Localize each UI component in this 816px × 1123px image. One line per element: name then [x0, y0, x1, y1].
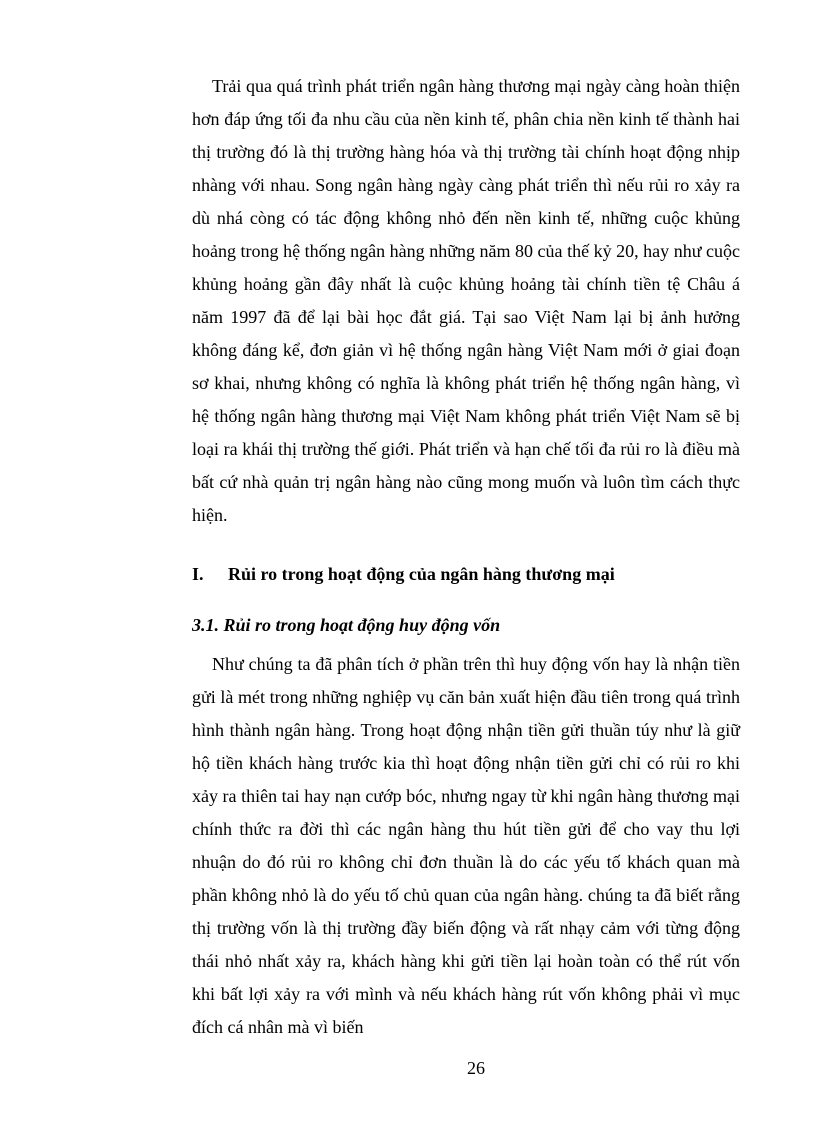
section-title: Rủi ro trong hoạt động của ngân hàng thương mại [228, 564, 615, 584]
page-number: 26 [467, 1058, 485, 1078]
document-page [192, 70, 740, 1044]
section-heading [192, 558, 740, 591]
section-number: I. [192, 564, 204, 584]
intro-paragraph: Trải qua quá trình phát triển ngân hàng thương mại ngày càng hoàn thiện hơn đáp ứng tối đa nhu cầu của nền kinh tế, phân chia nền kinh tế thành hai thị trường đó là thị trường hàng hóa và thị trường tài chính hoạt động nhịp nhàng với nhau. Song ngân hàng ngày càng phát triển thì nếu rủi ro xảy ra dù nhá còng có tác động không nhỏ đến nền kinh tế, những cuộc khủng hoảng trong hệ thống ngân hàng những năm 80 của thế kỷ 20, hay như cuộc khủng hoảng gần đây nhất là cuộc khủng hoảng tài chính tiền tệ Châu á năm 1997 đã để lại bài học đắt giá. Tại sao Việt Nam lại bị ảnh hưởng không đáng kể, đơn giản vì hệ thống ngân hàng Việt Nam mới ở giai đoạn sơ khai, nhưng không có nghĩa là không phát triển hệ thống ngân hàng, vì hệ thống ngân hàng thương mại Việt Nam không phát triển Việt Nam sẽ bị loại ra khái thị trường thế giới. Phát triển và hạn chế tối đa rủi ro là điều mà bất cứ nhà quản trị ngân hàng nào cũng mong muốn và luôn tìm cách thực hiện. [192, 76, 740, 525]
body-paragraph: Như chúng ta đã phân tích ở phần trên thì huy động vốn hay là nhận tiền gửi là mét trong những nghiệp vụ căn bản xuất hiện đầu tiên trong quá trình hình thành ngân hàng. Trong hoạt động nhận tiền gửi thuần túy như là giữ hộ tiền khách hàng trước kia thì hoạt động nhận tiền gửi chỉ có rủi ro khi xảy ra thiên tai hay nạn cướp bóc, nhưng ngay từ khi ngân hàng thương mại chính thức ra đời thì các ngân hàng thu hút tiền gửi để cho vay thu lợi nhuận do đó rủi ro không chỉ đơn thuần là do các yếu tố khách quan mà phần không nhỏ là do yếu tố chủ quan của ngân hàng. chúng ta đã biết rằng thị trường vốn là thị trường đầy biến động và rất nhạy cảm với từng động thái nhỏ nhất xảy ra, khách hàng khi gửi tiền lại hoàn toàn có thể rút vốn khi bất lợi xảy ra với mình và nếu khách hàng rút vốn không phải vì mục đích cá nhân mà vì biến [192, 654, 740, 1037]
subsection-heading: 3.1. Rủi ro trong hoạt động huy động vốn [192, 615, 501, 635]
